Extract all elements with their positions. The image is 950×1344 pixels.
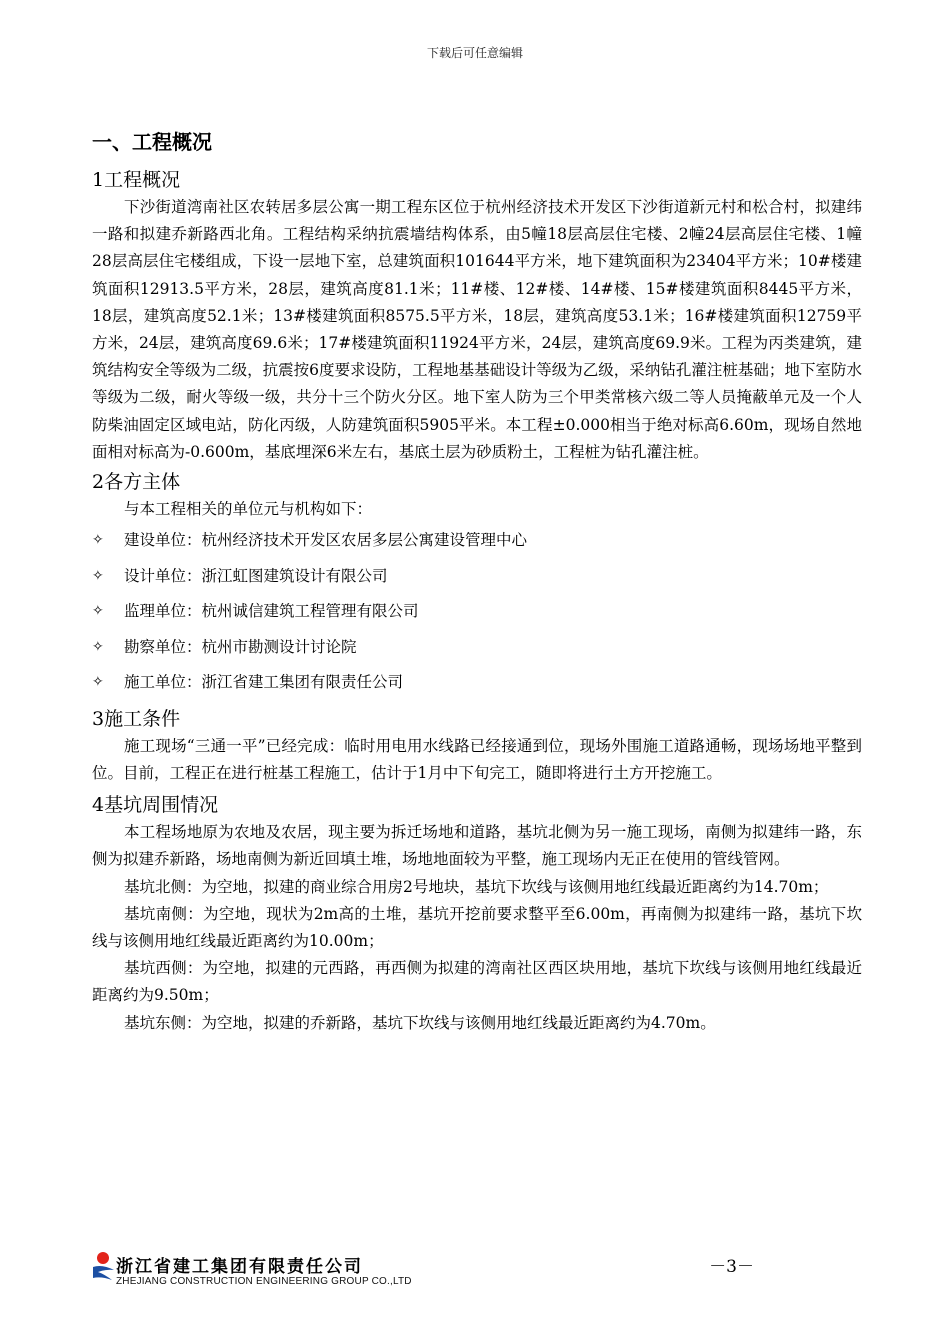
section-4-paragraph: 基坑西侧：为空地，拟建的元西路，再西侧为拟建的湾南社区西区块用地，基坑下坎线与该侧用地红线最近距离约为9.50m； [92, 959, 862, 1005]
bullet-icon: ✧ [92, 674, 104, 691]
download-note: 下载后可任意编辑 [426, 46, 523, 60]
list-item-text: 监理单位：杭州诚信建筑工程管理有限公司 [124, 602, 419, 621]
list-item-text: 建设单位：杭州经济技术开发区农居多层公寓建设管理中心 [124, 531, 528, 550]
list-item [92, 594, 862, 630]
bullet-icon: ✧ [92, 603, 104, 620]
company-logo-icon [92, 1250, 118, 1286]
section-4-title: 4基坑周围情况 [92, 794, 219, 817]
list-item-text: 勘察单位：杭州市勘测设计讨论院 [124, 637, 357, 656]
section-4-paragraph: 基坑南侧：为空地，现状为2m高的土堆，基坑开挖前要求整平至6.00m，再南侧为拟建纬一路，基坑下坎线与该侧用地红线最近距离约为10.00m； [92, 904, 862, 950]
chapter-title: 一、工程概况 [92, 130, 212, 154]
list-item-text: 设计单位：浙江虹图建筑设计有限公司 [124, 566, 388, 585]
list-item-text: 施工单位：浙江省建工集团有限责任公司 [124, 673, 404, 692]
section-4-paragraph: 基坑东侧：为空地，拟建的乔新路，基坑下坎线与该侧用地红线最近距离约为4.70m。 [124, 1013, 716, 1032]
company-name-en: ZHEJIANG CONSTRUCTION ENGINEERING GROUP CO.,LTD [116, 1276, 412, 1287]
section-4-paragraph: 本工程场地原为农地及农居，现主要为拆迁场地和道路，基坑北侧为另一施工现场，南侧为拟建纬一路，东侧为拟建乔新路，场地南侧为新近回填土堆，场地地面较为平整，施工现场内无正在使用的管线管网。 [92, 823, 862, 869]
section-1-paragraph: 下沙街道湾南社区农转居多层公寓一期工程东区位于杭州经济技术开发区下沙街道新元村和松合村，拟建纬一路和拟建乔新路西北角。工程结构采纳抗震墙结构体系，由5幢18层高层住宅楼、2幢24层高层住宅楼、1幢28层高层住宅楼组成，下设一层地下室，总建筑面积101644平方米，地下建筑面积为23404平方米；10#楼建筑面积12913.5平方米，28层，建筑高度81.1米；11#楼、12#楼、14#楼、15#楼建筑面积8445平方米，18层，建筑高度52.1米；13#楼建筑面积8575.5平方米，18层，建筑高度53.1米；16#楼建筑面积12759平方米，24层，建筑高度69.6米；17#楼建筑面积11924平方米，24层，建筑高度69.9米。工程为丙类建筑，建筑结构安全等级为二级，抗震按6度要求设防，工程地基基础设计等级为乙级，采纳钻孔灌注桩基础；地下室防水等级为二级，耐火等级一级，共分十三个防火分区。地下室人防为三个甲类常核六级二等人员掩蔽单元及一个人防柴油固定区域电站，防化丙级，人防建筑面积5905平米。本工程±0.000相当于绝对标高6.60m，现场自然地面相对标高为-0.600m，基底埋深6米左右，基底土层为砂质粉土，工程桩为钻孔灌注桩。 [92, 198, 862, 461]
list-item [92, 665, 862, 701]
bullet-icon: ✧ [92, 638, 104, 655]
bullet-icon: ✧ [92, 532, 104, 549]
section-2-title: 2各方主体 [92, 471, 181, 494]
company-name-cn: 浙江省建工集团有限责任公司 [116, 1257, 363, 1277]
bullet-icon: ✧ [92, 567, 104, 584]
list-item [92, 559, 862, 595]
section-2-intro: 与本工程相关的单位元与机构如下： [124, 500, 373, 519]
list-item [92, 523, 862, 559]
page-number: －3－ [709, 1257, 754, 1277]
page-footer [92, 1248, 862, 1294]
section-3-paragraph: 施工现场“三通一平”已经完成：临时用电用水线路已经接通到位，现场外围施工道路通畅，现场场地平整到位。目前，工程正在进行桩基工程施工，估计于1月中下旬完工，随即将进行土方开挖施工。 [92, 736, 862, 782]
list-item [92, 630, 862, 666]
section-3-title: 3施工条件 [92, 707, 181, 730]
section-1-title: 1工程概况 [92, 169, 181, 191]
party-list [92, 523, 862, 701]
document-body [92, 126, 862, 1037]
section-4-paragraph: 基坑北侧：为空地，拟建的商业综合用房2号地块，基坑下坎线与该侧用地红线最近距离约为14.70m； [124, 877, 829, 896]
